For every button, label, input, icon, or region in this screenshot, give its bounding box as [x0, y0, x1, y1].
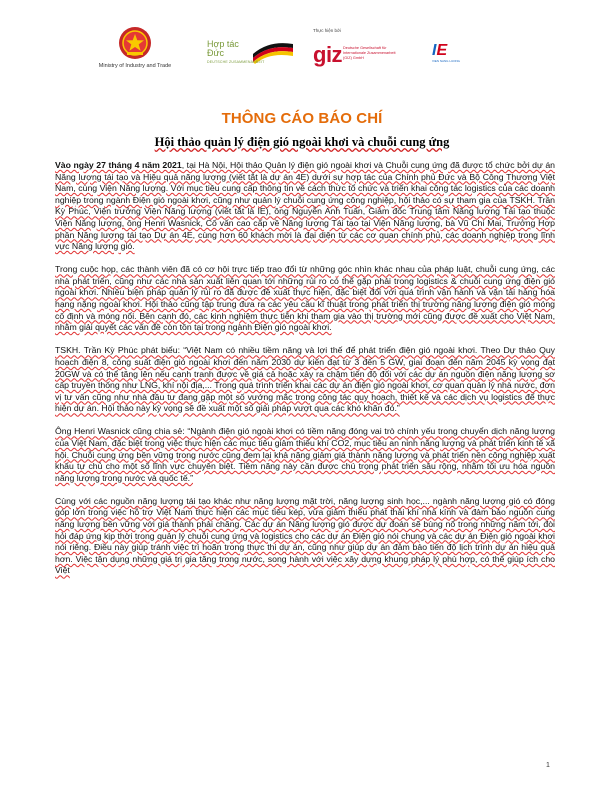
- giz-wordmark: giz: [313, 42, 343, 67]
- moit-logo: [90, 26, 180, 69]
- moit-caption: Ministry of Industry and Trade: [98, 63, 172, 69]
- ie-caption: VIEN NANG LUONG: [432, 59, 461, 63]
- giz-implemented-by: Thực hiện bởi: [313, 28, 341, 33]
- workshop-subtitle: Hội thảo quản lý điện gió ngoài khơi và chuỗi cung ứng: [154, 135, 450, 149]
- giz-logo: [313, 28, 401, 80]
- paragraph-intro: [55, 160, 555, 253]
- ie-wordmark: [432, 42, 472, 60]
- page-number: 1: [546, 762, 550, 769]
- paragraph-quote-phuc: TSKH. Trần Kỳ Phúc phát biểu: “Việt Nam có nhiều tiềm năng và lợi thế để phát triển điện gió ngoài khơi. Theo Dự thảo Quy hoạch điện 8, công suất điện gió ngoài khơi đến năm 2030 dự kiến đạt từ 3 đến 5 GW, giai đoạn đến năm 2045 kỳ vọng đạt 20GW và có thể tăng lên nếu cạnh tranh được về giá cả hoặc xảy ra chậm tiến độ đối với các dự án nguồn điện năng lượng sơ cấp truyền thống như LNG, khí nội địa,... Trong quá trình triển khai các dự án điện gió ngoài khơi, cơ quan quản lý nhà nước, đơn vị tư vấn cũng như nhà đầu tư đang gặp một số vướng mắc trong công tác quy hoạch, thiết kế và các dịch vụ logistics để thực hiện dự án. Hội thảo này kỳ vọng sẽ đề xuất một số giải pháp vượt qua các khó khăn đó.”: [55, 345, 556, 414]
- paragraph-renewables: Cùng với các nguồn năng lượng tái tạo khác như năng lượng mặt trời, năng lượng sinh học,... ngành năng lượng gió có đóng góp lớn trong việc hỗ trợ Việt Nam thực hiện các mục tiêu kép, vừa giảm thiểu phát thải khí nhà kính và đảm bảo nguồn cung năng lượng bền vững với giá thành phải chăng. Các dự án Năng lượng gió được dự đoán sẽ bùng nổ trong những năm tới, đòi hỏi đáp ứng kịp thời trong quản lý chuỗi cung ứng và logistics cho các dự án Điện gió nói chung và các dự án Điện gió ngoài khơi nói riêng. Điều này giúp tránh việc trì hoãn trong thực thi dự án, cũng như giúp dự án đảm bảo tiến độ lịch trình dự án hiệu quả hơn. Việc tận dụng những giá trị gia tăng trong nước, song hành với việc xây dựng khung pháp lý phù hợp, có thể giúp ích cho Việt: [55, 495, 555, 576]
- hop-tac-duc-logo: [207, 30, 297, 74]
- hop-tac-line1: Hợp tác: [207, 39, 239, 49]
- paragraph-intro-text: , tại Hà Nội, Hội thảo Quản lý điện gió ngoài khơi và Chuỗi cung ứng đã được tổ chức bởi dự án Năng lượng tái tạo và Hiệu quả năng lượng (viết tắt là dự án 4E) dưới sự hợp tác của Chính phủ Đức và Bộ Công Thương Việt Nam, cùng Viện Năng lượng. Với mục tiêu cung cấp thông tin về cách thức tổ chức và triển khai công tác logistics của các doanh nghiệp trong ngành Điện gió ngoài khơi, cũng như quản lý chuỗi cung ứng công nghiệp, hội thảo có sự tham gia của TSKH. Trần Kỳ Phúc, Viện trưởng Viện Năng lượng (viết tắt là IE), ông Nguyễn Anh Tuấn, Giám đốc Trung tâm Năng lượng Tái tạo thuộc Viện Năng lượng, ông Henri Wasnick, Cố vấn cao cấp về Năng lượng Tái tạo tại Viện Năng lượng, bà Vũ Chi Mai, Trưởng Hợp phần Năng lượng tái tạo Dự án 4E, cùng hơn 60 khách mời là đại diện từ các cơ quan chính phủ, các doanh nghiệp trong lĩnh vực Năng lượng gió.: [55, 160, 555, 252]
- giz-fullname: Deutsche Gesellschaft für Internationale Zusammenarbeit (GIZ) GmbH: [343, 46, 396, 60]
- paragraph-meeting: Trong cuộc họp, các thành viên đã có cơ hội trực tiếp trao đổi từ những góc nhìn khác nhau của pháp luật, chuỗi cung ứng, các nhà phát triển, cũng như các nhà sản xuất liên quan tới những rủi ro có thể gặp phải trong logistics & chuỗi cung ứng điện gió ngoài khơi. Nhiều biện pháp quản lý rủi ro đã được đề xuất thực hiện, đặc biệt đối với quá trình vận hành và vận tải hàng hóa hạng nặng ngoài khơi. Hội thảo cũng tập trung đưa ra các yêu cầu kĩ thuật trong phát triển thị trường năng lượng điện gió móng cố định và móng nổi. Bên cạnh đó, các kinh nghiệm thực tiễn khi tham gia vào thị trường mới cũng được đề xuất cho Việt Nam, nhằm giải quyết các vấn đề còn tồn tại trong ngành Điện gió ngoài khơi.: [55, 264, 555, 333]
- hop-tac-line2: Đức: [207, 48, 225, 58]
- national-emblem-icon: [118, 26, 152, 60]
- ie-mark-i: I: [432, 42, 437, 59]
- ie-logo: [432, 42, 472, 74]
- ie-mark-e: E: [436, 42, 448, 59]
- paragraph-quote-wasnick: Ông Henri Wasnick cũng chia sẻ: “Ngành điện gió ngoài khơi có tiềm năng đóng vai trò chính yếu trong chuyển dịch năng lượng của Việt Nam, đặc biệt trong việc thực hiện các mục tiêu giảm thiểu khí CO2, mục tiêu an ninh năng lượng và phát triển kinh tế xã hội. Chuỗi cung ứng bền vững trong nước cũng đem lại khả năng giảm giá thành năng lượng và phát triển nền công nghiệp xuất khẩu tự chủ cho một số lĩnh vực chuyên biệt. Tiềm năng này cần được chú trọng phát triển sâu rộng, nhằm tối ưu hóa nguồn năng lượng trong nước và quốc tế.”: [55, 426, 555, 483]
- header-logos: [0, 20, 604, 90]
- date-lead: Vào ngày 27 tháng 4 năm 2021: [55, 160, 182, 170]
- document-body: [55, 160, 555, 589]
- hop-tac-tagline: DEUTSCHE ZUSAMMENARBEIT: [207, 60, 265, 64]
- hop-tac-duc-text: [207, 40, 239, 58]
- press-release-title: THÔNG CÁO BÁO CHÍ: [221, 110, 383, 127]
